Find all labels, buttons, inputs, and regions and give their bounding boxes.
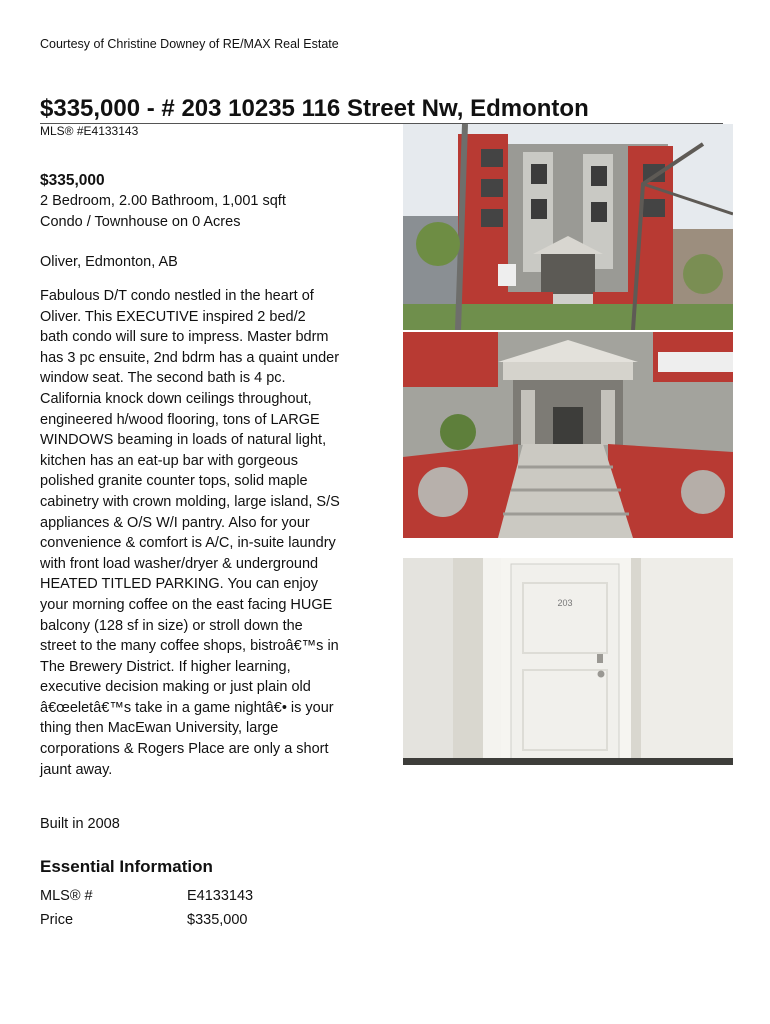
unit-door-photo	[403, 558, 733, 765]
info-label: MLS® #	[40, 888, 93, 904]
listing-description: Fabulous D/T condo nestled in the heart of Oliver. This EXECUTIVE inspired 2 bed/2 bath condo will sure to impress. Master bdrm has 3 pc ensuite, 2nd bdrm has a quaint under window seat. The second bath is 4 pc. California knock down ceilings throughout, engineered h/wood flooring, tons of LARGE WINDOWS beaming in loads of natural light, kitchen has an eat-up bar with gorgeous polished granite counter tops, solid maple cabinetry with crown molding, large island, S/S appliances & O/S W/I pantry. Also for your convenience & comfort is A/C, in-suite laundry with front load washer/dryer & underground HEATED TITLED PARKING. You can enjoy your morning coffee on the east facing HUGE balcony (128 sf in size) or stroll down the street to the many coffee shops, bistroâ€™s in The Brewery District. If higher learning, executive decision making or just plain old â€œeletâ€™s take in a game nightâ€• is your thing then MacEwan University, large corporations & Rogers Place are only a short jaunt away.	[40, 288, 340, 778]
listing-type: Condo / Townhouse on 0 Acres	[40, 214, 241, 230]
door-number: 203	[557, 598, 573, 608]
listing-location: Oliver, Edmonton, AB	[40, 254, 178, 270]
info-value: $335,000	[187, 912, 248, 928]
year-built: Built in 2008	[40, 816, 120, 832]
essential-info-heading: Essential Information	[40, 857, 213, 876]
info-value: E4133143	[187, 888, 254, 904]
courtesy-line: Courtesy of Christine Downey of RE/MAX Real Estate	[40, 37, 339, 51]
info-row-price	[40, 912, 247, 928]
listing-price: $335,000	[40, 172, 105, 189]
info-row-mls	[40, 888, 253, 904]
building-exterior-photo	[403, 124, 733, 330]
info-label: Price	[40, 912, 74, 928]
listing-facts	[40, 191, 286, 233]
listing-specs: 2 Bedroom, 2.00 Bathroom, 1,001 sqft	[40, 193, 286, 209]
listing-title: $335,000 - # 203 10235 116 Street Nw, Edmonton	[40, 94, 723, 124]
mls-number: MLS® #E4133143	[40, 124, 139, 138]
entrance-photo	[403, 332, 733, 538]
